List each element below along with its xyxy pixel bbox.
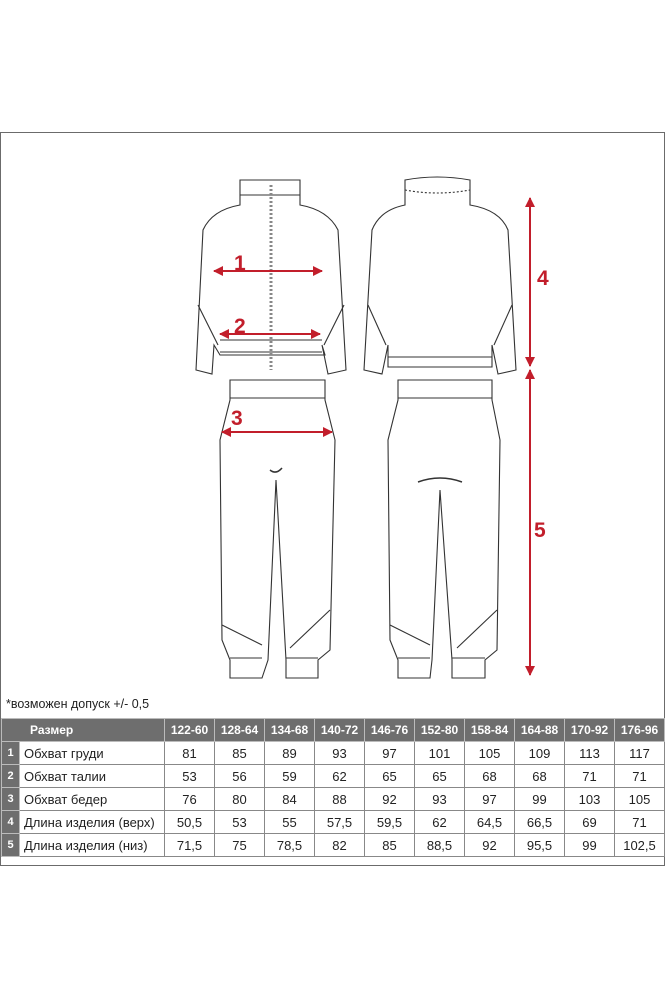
table-cell: 113 bbox=[565, 742, 615, 765]
table-cell: 53 bbox=[215, 811, 265, 834]
callout-1: 1 bbox=[234, 252, 246, 275]
jacket-back-drawing bbox=[364, 177, 516, 374]
table-cell: 99 bbox=[515, 788, 565, 811]
row-number: 2 bbox=[2, 765, 20, 788]
size-col-header: 170-92 bbox=[565, 719, 615, 742]
jacket-front-drawing bbox=[196, 180, 346, 374]
table-cell: 102,5 bbox=[615, 834, 665, 857]
table-cell: 101 bbox=[415, 742, 465, 765]
size-col-header: 146-76 bbox=[365, 719, 415, 742]
table-cell: 80 bbox=[215, 788, 265, 811]
table-cell: 92 bbox=[365, 788, 415, 811]
table-row bbox=[2, 811, 665, 834]
size-header-label: Размер bbox=[2, 719, 165, 742]
table-cell: 92 bbox=[465, 834, 515, 857]
callout-2: 2 bbox=[234, 315, 246, 338]
pants-back-drawing bbox=[388, 380, 500, 678]
row-number: 4 bbox=[2, 811, 20, 834]
table-cell: 62 bbox=[315, 765, 365, 788]
table-cell: 65 bbox=[365, 765, 415, 788]
table-cell: 85 bbox=[365, 834, 415, 857]
table-cell: 93 bbox=[415, 788, 465, 811]
size-col-header: 140-72 bbox=[315, 719, 365, 742]
table-cell: 64,5 bbox=[465, 811, 515, 834]
table-cell: 76 bbox=[165, 788, 215, 811]
table-cell: 105 bbox=[465, 742, 515, 765]
table-row bbox=[2, 765, 665, 788]
row-label: Обхват груди bbox=[20, 742, 165, 765]
table-cell: 68 bbox=[465, 765, 515, 788]
table-cell: 97 bbox=[365, 742, 415, 765]
callout-5: 5 bbox=[534, 519, 546, 542]
table-cell: 65 bbox=[415, 765, 465, 788]
tolerance-note: *возможен допуск +/- 0,5 bbox=[6, 697, 150, 711]
table-cell: 89 bbox=[265, 742, 315, 765]
table-cell: 99 bbox=[565, 834, 615, 857]
size-col-header: 164-88 bbox=[515, 719, 565, 742]
table-cell: 88,5 bbox=[415, 834, 465, 857]
table-cell: 71,5 bbox=[165, 834, 215, 857]
table-cell: 71 bbox=[565, 765, 615, 788]
table-cell: 109 bbox=[515, 742, 565, 765]
table-cell: 59 bbox=[265, 765, 315, 788]
table-cell: 82 bbox=[315, 834, 365, 857]
size-table-header bbox=[2, 719, 665, 742]
table-cell: 105 bbox=[615, 788, 665, 811]
size-table bbox=[1, 718, 665, 857]
size-col-header: 134-68 bbox=[265, 719, 315, 742]
table-row bbox=[2, 834, 665, 857]
table-cell: 103 bbox=[565, 788, 615, 811]
table-cell: 55 bbox=[265, 811, 315, 834]
callout-4: 4 bbox=[537, 267, 549, 290]
table-cell: 66,5 bbox=[515, 811, 565, 834]
row-label: Длина изделия (верх) bbox=[20, 811, 165, 834]
table-cell: 53 bbox=[165, 765, 215, 788]
row-number: 5 bbox=[2, 834, 20, 857]
table-row bbox=[2, 788, 665, 811]
table-cell: 57,5 bbox=[315, 811, 365, 834]
table-cell: 68 bbox=[515, 765, 565, 788]
row-label: Обхват талии bbox=[20, 765, 165, 788]
table-cell: 59,5 bbox=[365, 811, 415, 834]
table-cell: 71 bbox=[615, 811, 665, 834]
table-cell: 62 bbox=[415, 811, 465, 834]
table-cell: 84 bbox=[265, 788, 315, 811]
table-cell: 117 bbox=[615, 742, 665, 765]
size-col-header: 158-84 bbox=[465, 719, 515, 742]
row-label: Длина изделия (низ) bbox=[20, 834, 165, 857]
table-cell: 75 bbox=[215, 834, 265, 857]
table-cell: 71 bbox=[615, 765, 665, 788]
row-number: 3 bbox=[2, 788, 20, 811]
size-col-header: 152-80 bbox=[415, 719, 465, 742]
table-row bbox=[2, 742, 665, 765]
row-label: Обхват бедер bbox=[20, 788, 165, 811]
table-cell: 88 bbox=[315, 788, 365, 811]
table-cell: 78,5 bbox=[265, 834, 315, 857]
table-cell: 69 bbox=[565, 811, 615, 834]
row-number: 1 bbox=[2, 742, 20, 765]
table-cell: 81 bbox=[165, 742, 215, 765]
table-cell: 85 bbox=[215, 742, 265, 765]
table-cell: 97 bbox=[465, 788, 515, 811]
table-cell: 95,5 bbox=[515, 834, 565, 857]
size-col-header: 176-96 bbox=[615, 719, 665, 742]
size-col-header: 128-64 bbox=[215, 719, 265, 742]
table-cell: 56 bbox=[215, 765, 265, 788]
size-col-header: 122-60 bbox=[165, 719, 215, 742]
table-cell: 50,5 bbox=[165, 811, 215, 834]
table-cell: 93 bbox=[315, 742, 365, 765]
callout-3: 3 bbox=[231, 407, 243, 430]
